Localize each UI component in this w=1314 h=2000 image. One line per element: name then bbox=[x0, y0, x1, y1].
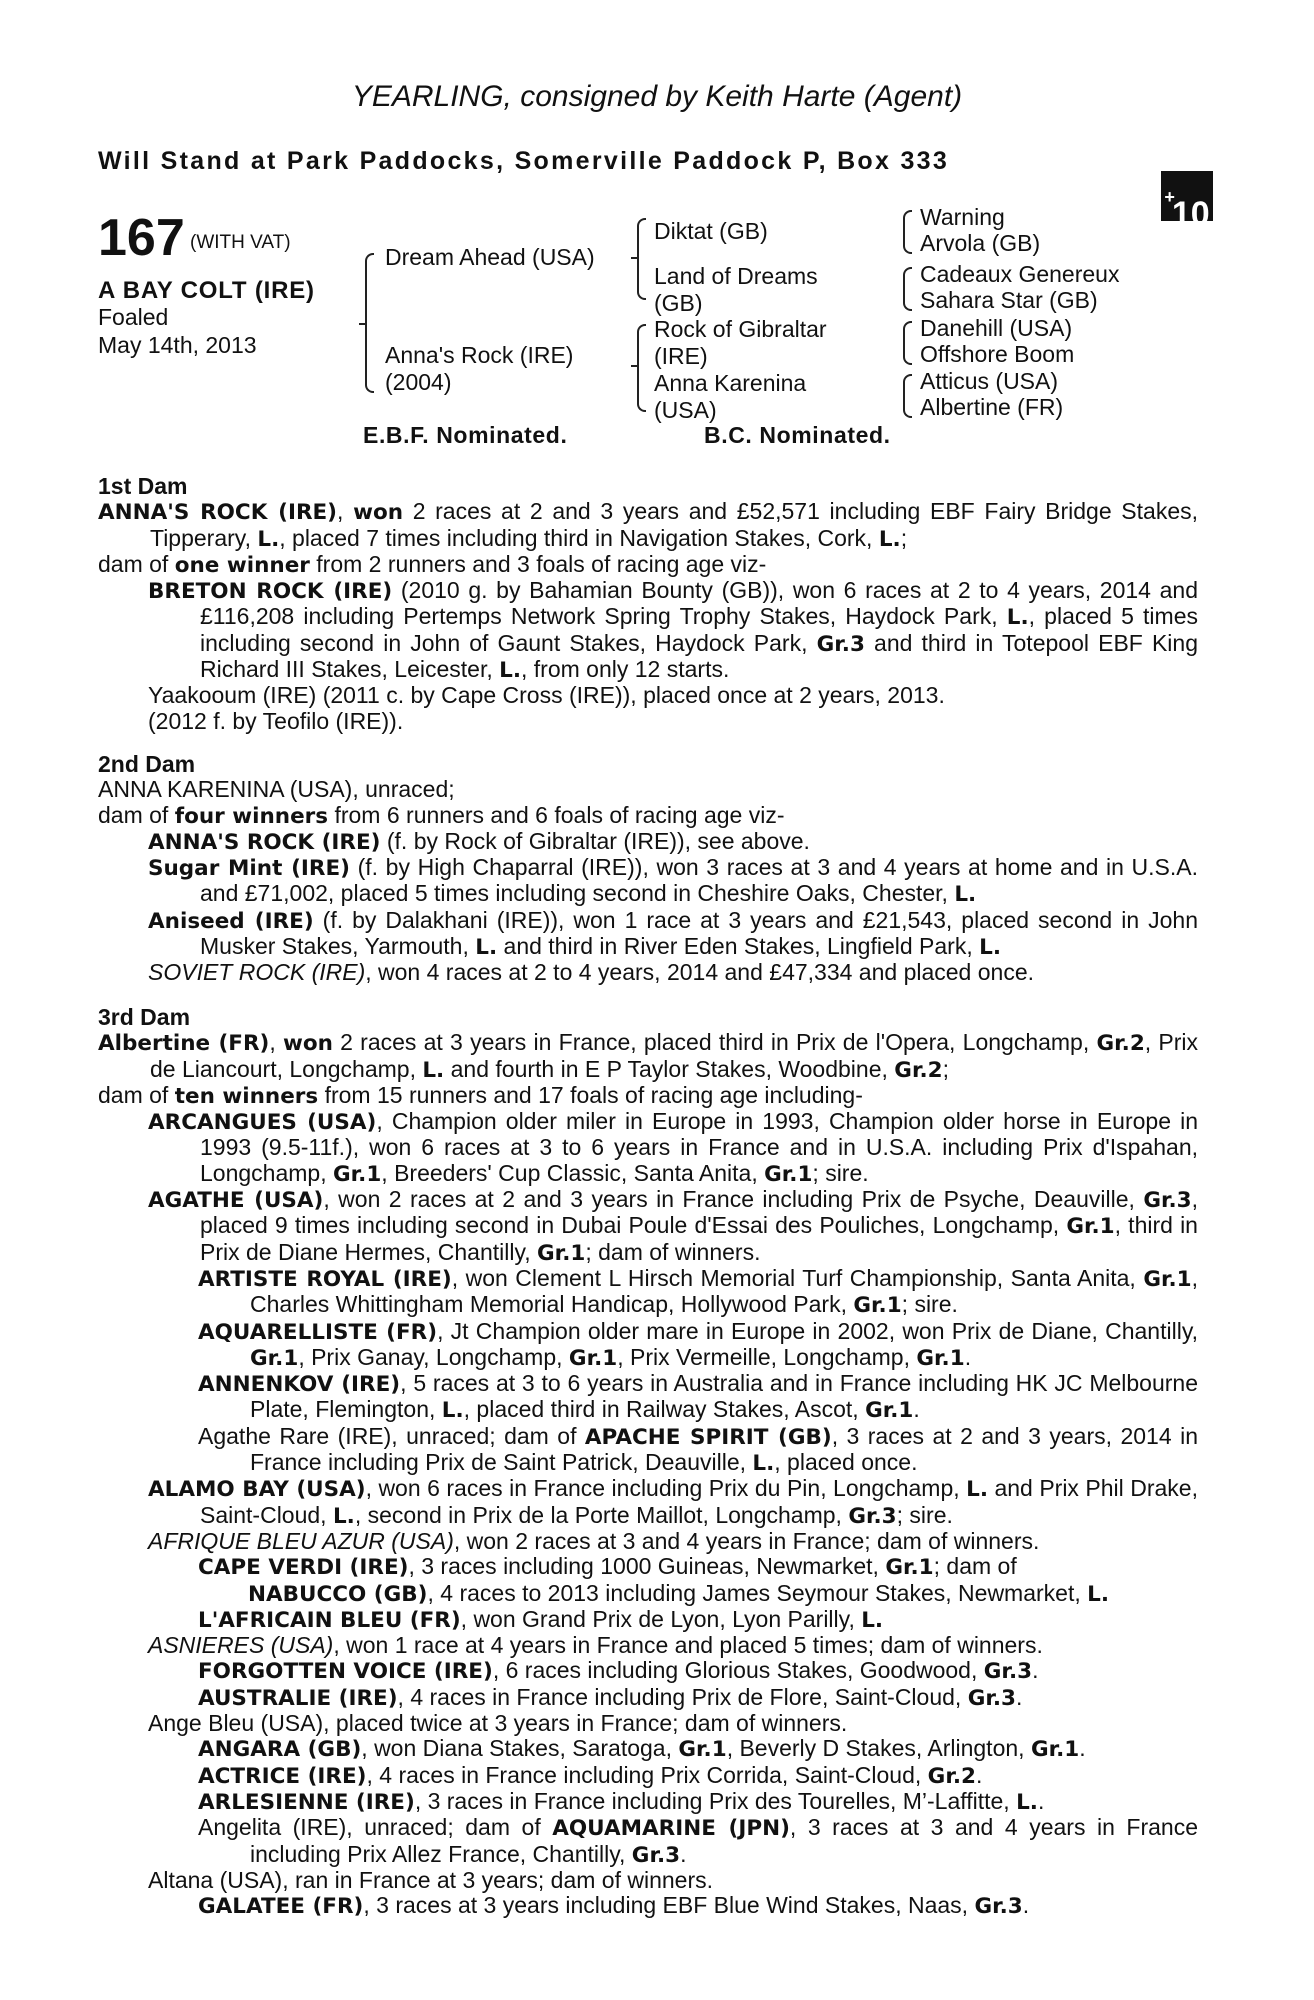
sep: , bbox=[269, 1029, 283, 1056]
listed-mark: L. bbox=[422, 1057, 445, 1083]
grandproduce-entry bbox=[98, 1554, 1198, 1580]
listed-mark: L. bbox=[332, 1503, 355, 1529]
text: (f. by Dalakhani (IRE)), won 1 race at 3 years and £21,543, placed second in John Musker Stakes, Yarmouth, bbox=[200, 906, 1198, 960]
text: . bbox=[1079, 1735, 1086, 1762]
text: . bbox=[1032, 1657, 1039, 1684]
grandproduce-entry bbox=[98, 1736, 1198, 1762]
produce-name: ARLESIENNE (IRE) bbox=[198, 1789, 415, 1815]
lot-badge bbox=[1161, 171, 1213, 233]
produce-name: ARTISTE ROYAL (IRE) bbox=[198, 1266, 452, 1292]
produce-name: AUSTRALIE (IRE) bbox=[198, 1685, 398, 1711]
first-dam-record bbox=[98, 499, 1198, 552]
listed-mark: L. bbox=[878, 526, 901, 552]
produce-name: ARCANGUES (USA) bbox=[148, 1110, 377, 1136]
dam-dam-1: Anna Karenina bbox=[654, 370, 807, 396]
grandproduce-entry bbox=[98, 1371, 1198, 1424]
text: , 5 races at 3 to 6 years in Australia and in France including HK JC Melbourne Plate, Flemington, bbox=[250, 1370, 1198, 1423]
text: , 3 races in France including Prix des Tourelles, M’-Laffitte, bbox=[414, 1787, 1017, 1814]
group-mark: Gr.2 bbox=[894, 1057, 943, 1083]
text: ; sire. bbox=[896, 1501, 953, 1528]
text: dam of bbox=[98, 1081, 175, 1108]
produce-entry: Yaakooum (IRE) (2011 c. by Cape Cross (IRE)), placed once at 2 years, 2013. bbox=[148, 682, 945, 709]
text: from 6 runners and 6 foals of racing age viz- bbox=[328, 801, 785, 828]
text: , won Diana Stakes, Saratoga, bbox=[361, 1735, 679, 1762]
group-mark: Gr.3 bbox=[983, 1659, 1033, 1685]
group-mark: Gr.1 bbox=[332, 1161, 382, 1187]
grandproduce-entry bbox=[98, 1266, 1198, 1319]
g-bracket-3 bbox=[903, 321, 912, 365]
produce-entry bbox=[98, 1529, 1198, 1554]
g-bracket-1 bbox=[903, 210, 912, 254]
produce-entry bbox=[98, 908, 1198, 961]
g-bracket-4 bbox=[903, 374, 912, 418]
text: , won 2 races at 2 and 3 years in France including Prix de Psyche, Deauville, bbox=[323, 1186, 1144, 1213]
third-dam-record bbox=[98, 1030, 1198, 1083]
group-mark: Gr.3 bbox=[816, 631, 865, 657]
produce-entry bbox=[98, 1633, 1198, 1658]
text: (2010 g. by Bahamian Bounty (GB)), won 6 races at 2 to 4 years, 2014 and £116,208 including Pertemps Network Spring Trophy Stakes, Haydock Park, bbox=[200, 577, 1198, 630]
group-mark: Gr.3 bbox=[974, 1894, 1023, 1920]
text: , Prix Ganay, Longchamp, bbox=[298, 1343, 569, 1370]
text: from 2 runners and 3 foals of racing age viz- bbox=[309, 550, 767, 577]
text: and Prix Phil Drake, Saint-Cloud, bbox=[200, 1475, 1198, 1528]
group-mark: Gr.3 bbox=[967, 1685, 1017, 1711]
listed-mark: L. bbox=[752, 1451, 775, 1477]
group-mark: Gr.2 bbox=[927, 1763, 976, 1789]
group-mark: Gr.1 bbox=[1066, 1214, 1115, 1240]
great-grandproduce-entry bbox=[98, 1581, 1198, 1607]
produce-name: SOVIET ROCK (IRE) bbox=[148, 959, 366, 986]
text: dam of bbox=[98, 801, 175, 828]
first-dam-produce-summary bbox=[98, 552, 1198, 578]
text: , won 2 races at 3 and 4 years in France; dam of winners. bbox=[453, 1527, 1040, 1554]
text: , placed 7 times including third in Navigation Stakes, Cork, bbox=[279, 524, 879, 551]
text: , from only 12 starts. bbox=[521, 656, 730, 683]
winners-count: four winners bbox=[174, 803, 329, 829]
dam-dam-2: (USA) bbox=[654, 397, 717, 423]
produce-name: ASNIERES (USA) bbox=[148, 1632, 334, 1659]
produce-name: Aniseed (IRE) bbox=[148, 908, 314, 934]
bracket-tick bbox=[631, 257, 637, 259]
text: , 6 races including Glorious Stakes, Goodwood, bbox=[492, 1657, 984, 1684]
ggp-5: Danehill (USA) bbox=[920, 315, 1073, 341]
grandproduce-entry bbox=[98, 1424, 1198, 1477]
ggp-7: Atticus (USA) bbox=[920, 368, 1059, 394]
text: . bbox=[964, 1343, 972, 1370]
text: 2 races at 2 and 3 years and £52,571 including EBF Fairy Bridge Stakes, Tipperary, bbox=[150, 498, 1199, 551]
text: . bbox=[1016, 1683, 1023, 1710]
first-dam-heading: 1st Dam bbox=[98, 473, 188, 499]
produce-entry bbox=[98, 960, 1198, 985]
text: Agathe Rare (IRE), unraced; dam of bbox=[198, 1422, 585, 1449]
dam-name: ANNA'S ROCK (IRE) bbox=[98, 500, 338, 526]
sep: , bbox=[337, 498, 354, 525]
produce-name: ANGARA (GB) bbox=[198, 1737, 362, 1763]
text: , 3 races at 3 years including EBF Blue Wind Stakes, Naas, bbox=[363, 1892, 975, 1919]
badge-number: 10 bbox=[1171, 195, 1210, 233]
horse-description: A BAY COLT (IRE) bbox=[98, 277, 315, 304]
text: . bbox=[975, 1761, 983, 1788]
text: , Prix Vermeille, Longchamp, bbox=[617, 1343, 917, 1370]
produce-entry bbox=[98, 855, 1198, 908]
text: ; sire. bbox=[812, 1159, 869, 1186]
winners-count: one winner bbox=[174, 552, 310, 578]
dam-year: (2004) bbox=[385, 369, 452, 395]
second-dam-section bbox=[98, 752, 1198, 986]
listed-mark: L. bbox=[966, 1477, 988, 1503]
produce-name: GALATEE (FR) bbox=[198, 1894, 364, 1920]
produce-entry: Altana (USA), ran in France at 3 years; dam of winners. bbox=[148, 1866, 714, 1893]
text: ; dam of winners. bbox=[585, 1238, 761, 1265]
location-line: Will Stand at Park Paddocks, Somerville Paddock P, Box 333 bbox=[98, 147, 950, 175]
text: ; dam of bbox=[933, 1553, 1017, 1580]
text: , 4 races to 2013 including James Seymour Stakes, Newmarket, bbox=[427, 1579, 1088, 1606]
text: . bbox=[1022, 1892, 1030, 1919]
text: (f. by High Chaparral (IRE)), won 3 races at 3 and 4 years at home and in U.S.A. and £71,002, placed 5 times including second in Cheshire Oaks, Chester, bbox=[200, 854, 1198, 907]
sire-name: Dream Ahead (USA) bbox=[385, 244, 595, 270]
text: and fourth in E P Taylor Stakes, Woodbine, bbox=[444, 1055, 895, 1082]
dam-bracket bbox=[637, 324, 646, 412]
produce-name: ALAMO BAY (USA) bbox=[148, 1477, 366, 1503]
text: , 4 races in France including Prix Corrida, Saint-Cloud, bbox=[366, 1761, 928, 1788]
grandproduce-entry bbox=[98, 1763, 1198, 1789]
produce-entry bbox=[98, 578, 1198, 683]
ebf-nomination: E.B.F. Nominated. bbox=[363, 422, 568, 448]
group-mark: Gr.1 bbox=[1030, 1737, 1080, 1763]
text: , third in Prix de Diane Hermes, Chantilly, bbox=[200, 1212, 1198, 1265]
sire-dam-bracket bbox=[365, 253, 374, 393]
foaled-info bbox=[98, 303, 257, 359]
listed-mark: L. bbox=[861, 1607, 884, 1633]
won-label: won bbox=[282, 1031, 333, 1057]
text: ; sire. bbox=[901, 1291, 958, 1318]
third-dam-section bbox=[98, 1005, 1198, 1919]
text: dam of bbox=[98, 550, 175, 577]
produce-entry bbox=[98, 1187, 1198, 1266]
listed-mark: L. bbox=[1006, 605, 1029, 631]
produce-name: CAPE VERDI (IRE) bbox=[198, 1555, 409, 1581]
produce-name: AQUAMARINE (JPN) bbox=[552, 1816, 790, 1842]
text: , 3 races at 3 and 4 years in France including Prix Allez France, Chantilly, bbox=[250, 1814, 1198, 1867]
ggp-3: Cadeaux Genereux bbox=[920, 261, 1120, 287]
text: and third in River Eden Stakes, Lingfield Park, bbox=[497, 933, 980, 960]
group-mark: Gr.1 bbox=[250, 1345, 299, 1371]
produce-name: ANNENKOV (IRE) bbox=[198, 1372, 401, 1398]
sire-sire: Diktat (GB) bbox=[654, 218, 768, 244]
text: , placed once. bbox=[774, 1449, 918, 1476]
grandproduce-entry bbox=[98, 1685, 1198, 1711]
foaled-date: May 14th, 2013 bbox=[98, 332, 257, 358]
dam-name: Anna's Rock (IRE) bbox=[385, 342, 574, 368]
listed-mark: L. bbox=[954, 882, 977, 908]
text: , 3 races at 2 and 3 years, 2014 in France including Prix de Saint Patrick, Deauville, bbox=[250, 1422, 1198, 1476]
group-mark: Gr.3 bbox=[631, 1842, 681, 1868]
produce-name: Sugar Mint (IRE) bbox=[148, 856, 350, 882]
produce-entry: (2012 f. by Teofilo (IRE)). bbox=[148, 707, 404, 734]
text: , placed 9 times including second in Dubai Poule d'Essai des Pouliches, Longchamp, bbox=[200, 1186, 1199, 1239]
grandproduce-entry bbox=[98, 1607, 1198, 1633]
group-mark: Gr.3 bbox=[848, 1503, 897, 1529]
listed-mark: L. bbox=[499, 658, 522, 684]
won-label: won bbox=[353, 500, 404, 526]
bc-nomination: B.C. Nominated. bbox=[704, 422, 891, 448]
grandproduce-entry bbox=[98, 1815, 1198, 1868]
second-dam-heading: 2nd Dam bbox=[98, 751, 196, 777]
grandproduce-entry bbox=[98, 1789, 1198, 1815]
produce-name: FORGOTTEN VOICE (IRE) bbox=[198, 1659, 493, 1685]
grandproduce-entry bbox=[98, 1319, 1198, 1372]
dam-sire-1: Rock of Gibraltar bbox=[654, 316, 827, 342]
ggp-2: Arvola (GB) bbox=[920, 230, 1041, 256]
text: from 15 runners and 17 foals of racing age including- bbox=[318, 1081, 863, 1108]
produce-name: AGATHE (USA) bbox=[148, 1188, 324, 1214]
text: , Breeders' Cup Classic, Santa Anita, bbox=[381, 1159, 765, 1186]
group-mark: Gr.1 bbox=[764, 1161, 813, 1187]
group-mark: Gr.1 bbox=[916, 1345, 965, 1371]
produce-entry bbox=[98, 1476, 1198, 1529]
bracket-tick bbox=[359, 323, 366, 325]
dam-sire-2: (IRE) bbox=[654, 343, 708, 369]
ggp-6: Offshore Boom bbox=[920, 341, 1075, 367]
second-dam-record: ANNA KARENINA (USA), unraced; bbox=[98, 776, 455, 803]
text: , second in Prix de la Porte Maillot, Longchamp, bbox=[354, 1501, 849, 1528]
badge-plus: + bbox=[1164, 187, 1175, 207]
produce-entry bbox=[98, 829, 1198, 855]
text: , 4 races in France including Prix de Flore, Saint-Cloud, bbox=[397, 1683, 968, 1710]
first-dam-section bbox=[98, 474, 1198, 734]
consignor-line: YEARLING, consigned by Keith Harte (Agent) bbox=[351, 80, 963, 113]
text: , won 4 races at 2 to 4 years, 2014 and £47,334 and placed once. bbox=[365, 959, 1035, 986]
text: . bbox=[913, 1396, 920, 1423]
vat-note: (WITH VAT) bbox=[190, 232, 291, 253]
ggp-4: Sahara Star (GB) bbox=[920, 287, 1098, 313]
group-mark: Gr.2 bbox=[1096, 1031, 1145, 1057]
lot-number: 167 bbox=[98, 209, 185, 267]
produce-entry bbox=[98, 1109, 1198, 1187]
group-mark: Gr.1 bbox=[678, 1737, 727, 1763]
group-mark: Gr.1 bbox=[865, 1398, 914, 1424]
produce-name: APACHE SPIRIT (GB) bbox=[584, 1424, 832, 1450]
listed-mark: L. bbox=[979, 935, 1001, 961]
ggp-1: Warning bbox=[920, 204, 1005, 230]
produce-name: L'AFRICAIN BLEU (FR) bbox=[198, 1607, 461, 1633]
text: , Beverly D Stakes, Arlington, bbox=[726, 1735, 1031, 1762]
listed-mark: L. bbox=[475, 935, 498, 961]
text: . bbox=[1037, 1787, 1045, 1814]
dam-name: Albertine (FR) bbox=[98, 1031, 270, 1057]
sire-dam-1: Land of Dreams bbox=[654, 263, 818, 289]
produce-name: ACTRICE (IRE) bbox=[198, 1763, 367, 1789]
winners-count: ten winners bbox=[174, 1083, 319, 1109]
listed-mark: L. bbox=[1087, 1581, 1110, 1607]
ggp-8: Albertine (FR) bbox=[920, 394, 1064, 420]
group-mark: Gr.1 bbox=[885, 1555, 934, 1581]
text: , placed 5 times including second in John of Gaunt Stakes, Haydock Park, bbox=[200, 603, 1198, 656]
third-dam-produce-summary bbox=[98, 1083, 1198, 1109]
produce-name: BRETON ROCK (IRE) bbox=[148, 579, 393, 605]
produce-name: NABUCCO (GB) bbox=[248, 1581, 428, 1607]
text: , Charles Whittingham Memorial Handicap, Hollywood Park, bbox=[250, 1264, 1199, 1318]
grandproduce-entry bbox=[98, 1658, 1198, 1684]
text: , Champion older miler in Europe in 1993, Champion older horse in Europe in 1993 (9.5-11f.), won 6 races at 3 to 6 years in France and in U.S.A. including Prix d'Ispahan, Longchamp, bbox=[200, 1108, 1198, 1186]
group-mark: Gr.3 bbox=[1143, 1188, 1192, 1214]
text: , placed third in Railway Stakes, Ascot, bbox=[463, 1396, 866, 1423]
foaled-label: Foaled bbox=[98, 304, 169, 330]
text: , 3 races including 1000 Guineas, Newmarket, bbox=[408, 1553, 886, 1580]
produce-name: ANNA'S ROCK (IRE) bbox=[148, 829, 381, 855]
text: 2 races at 3 years in France, placed third in Prix de l'Opera, Longchamp, bbox=[332, 1029, 1097, 1056]
text: , won Grand Prix de Lyon, Lyon Parilly, bbox=[460, 1605, 862, 1632]
second-dam-produce-summary bbox=[98, 803, 1198, 829]
grandproduce-entry bbox=[98, 1893, 1198, 1919]
group-mark: Gr.1 bbox=[1143, 1266, 1192, 1292]
group-mark: Gr.1 bbox=[853, 1293, 902, 1319]
text: , won 6 races in France including Prix du Pin, Longchamp, bbox=[365, 1475, 967, 1502]
listed-mark: L. bbox=[441, 1398, 464, 1424]
text: , won 1 race at 4 years in France and placed 5 times; dam of winners. bbox=[333, 1632, 1043, 1659]
text: Angelita (IRE), unraced; dam of bbox=[198, 1814, 553, 1841]
sire-dam-2: (GB) bbox=[654, 290, 703, 316]
text: , Prix de Liancourt, Longchamp, bbox=[150, 1029, 1199, 1082]
text: (f. by Rock of Gibraltar (IRE)), see above. bbox=[380, 827, 810, 854]
third-dam-heading: 3rd Dam bbox=[98, 1004, 191, 1030]
produce-name: AQUARELLISTE (FR) bbox=[198, 1319, 438, 1345]
produce-entry: Ange Bleu (USA), placed twice at 3 years in France; dam of winners. bbox=[148, 1710, 848, 1737]
group-mark: Gr.1 bbox=[568, 1345, 618, 1371]
group-mark: Gr.1 bbox=[537, 1240, 586, 1266]
bracket-tick bbox=[631, 365, 637, 367]
listed-mark: L. bbox=[257, 526, 280, 552]
text: ; bbox=[942, 1055, 949, 1082]
text: and third in Totepool EBF King Richard III Stakes, Leicester, bbox=[200, 629, 1198, 683]
text: , won Clement L Hirsch Memorial Turf Championship, Santa Anita, bbox=[451, 1264, 1144, 1291]
text: . bbox=[680, 1840, 687, 1867]
text: , Jt Champion older mare in Europe in 2002, won Prix de Diane, Chantilly, bbox=[437, 1317, 1199, 1344]
produce-name: AFRIQUE BLEU AZUR (USA) bbox=[148, 1527, 454, 1554]
text: ; bbox=[900, 524, 908, 551]
listed-mark: L. bbox=[1016, 1789, 1038, 1815]
g-bracket-2 bbox=[903, 267, 912, 311]
sire-bracket bbox=[637, 218, 646, 300]
